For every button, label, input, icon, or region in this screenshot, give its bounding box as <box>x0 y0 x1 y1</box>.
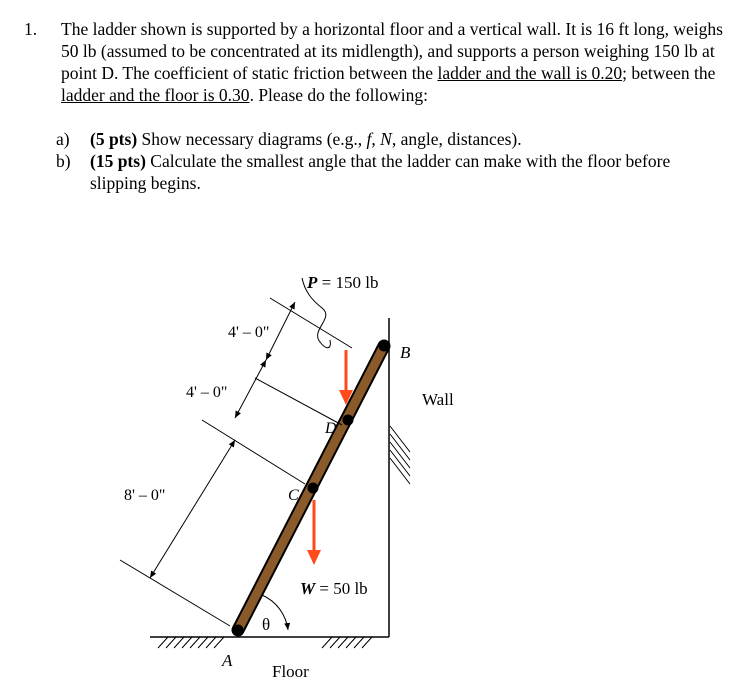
floor-friction-text: ladder and the floor is 0.30 <box>61 85 250 105</box>
force-w-arrow <box>307 500 321 565</box>
force-w-label: W = 50 lb <box>300 579 368 598</box>
point-d-label: D <box>325 420 337 437</box>
point-a-label: A <box>222 651 233 670</box>
problem-text-c: . Please do the following: <box>249 85 428 105</box>
part-a-label: a) <box>56 129 70 149</box>
friction-symbol: f <box>366 129 372 149</box>
point-c-dot <box>308 483 319 494</box>
wall-friction-text: ladder and the wall is 0.20 <box>437 63 623 83</box>
part-a-comma: , <box>371 129 381 149</box>
problem-text-a: The ladder shown is supported by a horizontal floor and a vertical wall. It is 16 ft long, weighs 50 lb (assumed to be concentrated at its midlength), and supports a person weighing 150 lb at point D. The coefficient of static friction between the <box>61 19 723 83</box>
part-b-points: (15 pts) <box>90 151 146 171</box>
part-b-text: Calculate the smallest angle that the ladder can make with the floor before slipping begins. <box>90 151 671 193</box>
part-a-points: (5 pts) <box>90 129 138 149</box>
part-b-label: b) <box>56 151 71 171</box>
angle-label: θ <box>262 615 271 634</box>
problem-number: 1. <box>24 19 38 39</box>
part-a-text-1: Show necessary diagrams (e.g., <box>137 129 367 149</box>
dim-top-label: 4' – 0" <box>228 324 270 341</box>
point-b-dot <box>379 341 390 352</box>
part-a-text-2: , angle, distances). <box>391 129 522 149</box>
dim-mid-label: 4' – 0" <box>186 384 228 401</box>
floor <box>150 637 389 648</box>
wall <box>389 318 410 637</box>
point-c-label: C <box>288 487 299 504</box>
dimension-lines <box>150 302 295 578</box>
wall-label: Wall <box>422 390 454 409</box>
floor-label: Floor <box>272 662 309 681</box>
dim-bottom-label: 8' – 0" <box>124 487 166 504</box>
force-p-label: P = 150 lb <box>307 273 379 292</box>
point-d-dot <box>343 415 354 426</box>
normal-symbol: N <box>380 129 392 149</box>
point-b-label: B <box>400 343 411 362</box>
point-a-dot <box>233 625 244 636</box>
problem-text-b: ; between the <box>622 63 716 83</box>
